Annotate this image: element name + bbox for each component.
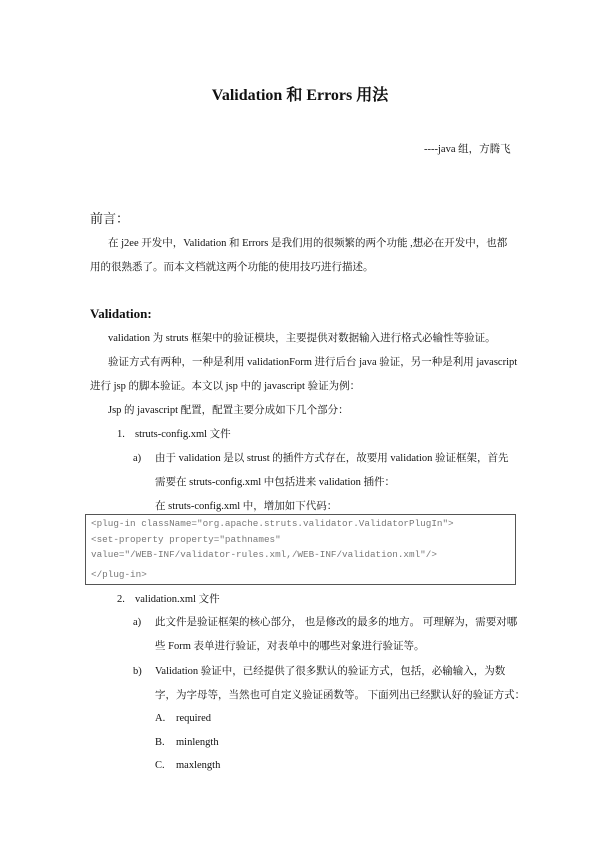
option-mark: B. [155,737,165,748]
sublist-line: 在 struts-config.xml 中，增加如下代码： [155,501,338,512]
option-label: maxlength [176,760,221,771]
list-number: 1. [117,429,125,440]
preface-heading: 前言： [90,211,130,226]
option-label: required [176,713,211,724]
code-line: <set-property property="pathnames" [91,534,281,545]
sublist-line: 由于 validation 是以 strust 的插件方式存在，故要用 validation 验证框架，首先 [155,453,509,464]
sublist-line: 需要在 struts-config.xml 中包括进来 validation 插件： [155,477,396,488]
preface-line: 在 j2ee 开发中，Validation 和 Errors 是我们用的很频繁的两个功能 ,想必在开发中，也都 [108,238,508,249]
code-line: value="/WEB-INF/validator-rules.xml,/WEB-INF/validation.xml"/> [91,549,437,560]
preface-line: 用的很熟悉了。而本文档就这两个功能的使用技巧进行描述。 [90,262,374,273]
sublist-mark: a) [133,453,142,464]
author-line: ----java 组，方腾飞 [424,144,511,155]
paragraph: validation 为 struts 框架中的验证模块，主要提供对数据输入进行格式必输性等验证。 [108,333,496,344]
list-item-label: validation.xml 文件 [135,594,220,605]
sublist-line: Validation 验证中，已经提供了很多默认的验证方式，包括，必输输入，为数 [155,666,506,677]
sublist-line: 些 Form 表单进行验证，对表单中的哪些对象进行验证等。 [155,641,425,652]
validation-heading: Validation: [90,306,152,321]
sublist-mark: a) [133,617,142,628]
paragraph: 验证方式有两种，一种是利用 validationForm 进行后台 java 验证，另一种是利用 javascript [108,357,518,368]
list-number: 2. [117,594,125,605]
option-mark: A. [155,713,166,724]
paragraph: 进行 jsp 的脚本验证。本文以 jsp 中的 javascript 验证为例： [90,381,361,392]
code-line: </plug-in> [91,569,147,580]
sublist-mark: b) [133,666,142,677]
option-mark: C. [155,760,165,771]
sublist-line: 此文件是验证框架的核心部分， 也是修改的最多的地方。 可理解为，需要对哪 [155,617,518,628]
document-title: Validation 和 Errors 用法 [211,87,389,104]
code-line: <plug-in className="org.apache.struts.validator.ValidatorPlugIn"> [91,518,454,529]
option-label: minlength [176,737,219,748]
list-item-label: struts-config.xml 文件 [135,429,231,440]
paragraph: Jsp 的 javascript 配置，配置主要分成如下几个部分： [108,405,349,416]
code-block [85,514,516,585]
sublist-line: 字，为字母等，当然也可自定义验证函数等。 下面列出已经默认好的验证方式： [155,690,526,701]
